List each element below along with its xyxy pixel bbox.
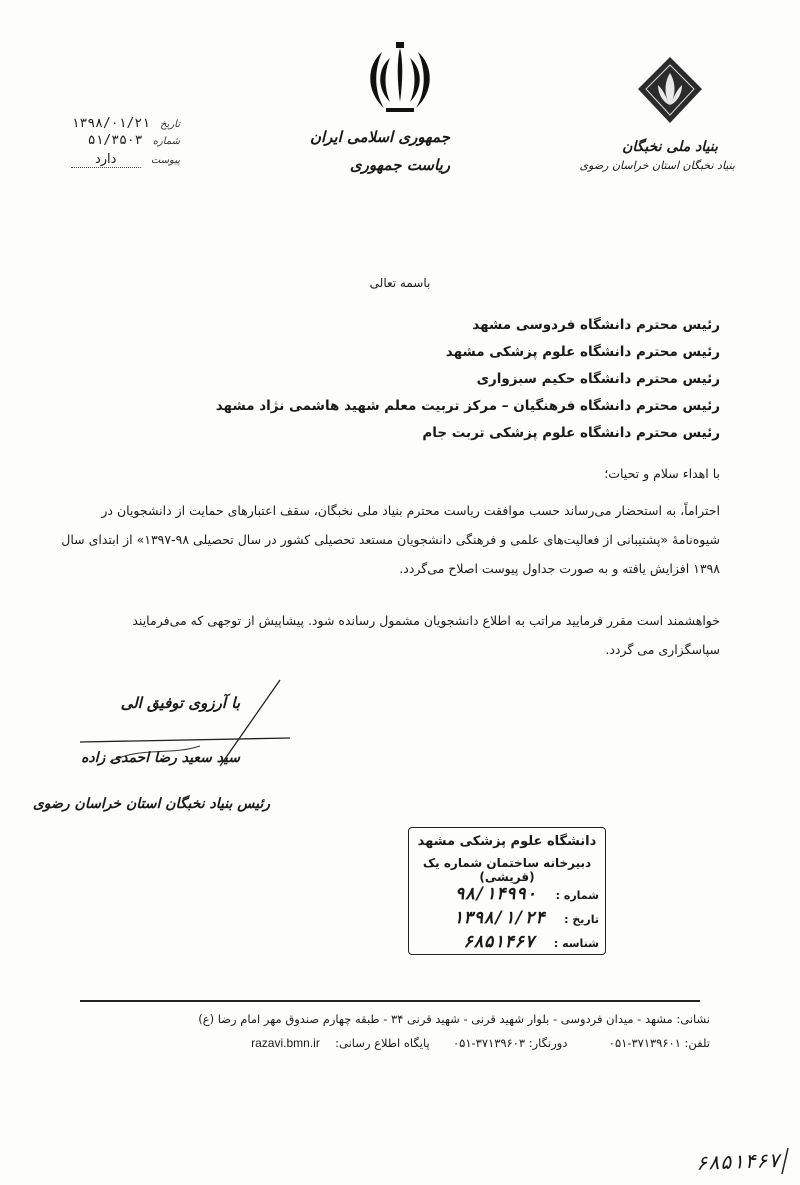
stamp-date-row [415,908,599,928]
closing-line-1: خواهشمند است مقرر فرمایید مراتب به اطلاع دانشجویان مشمول رسانده شود. پیشاپیش از توجهی که می‌فرمایند [132,613,720,628]
signature-name: سید سعید رضا احمدی زاده [81,750,240,766]
addressee-2: رئیس محترم دانشگاه علوم پزشکی مشهد [445,344,720,360]
meta-number-value: ۵۱/۳۵۰۳ [87,133,143,148]
signature-wish: با آرزوی توفیق الی [120,694,240,712]
footer-divider [80,1000,700,1002]
stamp-number-value: ۹۸/۱۴۹۹۰ [454,884,537,904]
addressee-3: رئیس محترم دانشگاه حکیم سبزواری [476,371,720,387]
org-logo-sub: بنیاد نخبگان استان خراسان رضوی [579,159,735,172]
greeting: با اهداء سلام و تحیات؛ [604,466,720,481]
org-logo-name: بنیاد ملی نخبگان [622,139,718,155]
secretariat-stamp [408,827,606,955]
meta-attachment [60,152,180,168]
meta-number [60,133,180,148]
lotus-logo-icon [634,55,706,127]
addressee-4: رئیس محترم دانشگاه فرهنگیان – مرکز تربیت معلم شهید هاشمی نژاد مشهد [215,398,720,414]
closing-paragraph [60,606,720,664]
signature-title: رئیس بنیاد نخبگان استان خراسان رضوی [32,796,270,812]
body-paragraph [60,496,720,583]
handwritten-number: ۶۸۵۱۴۶۷ [695,1147,781,1175]
emblem-icon [360,40,440,118]
footer-fax: دورنگار: ۳۷۱۳۹۶۰۳-۰۵۱ [452,1036,568,1050]
iran-emblem [309,40,450,190]
meta-date-value: ۱۳۹۸/۰۱/۲۱ [71,116,150,131]
stamp-id-label: شناسه : [553,937,599,950]
body-line-1: احتراماً، به استحضار می‌رساند حسب موافقت ریاست محترم بنیاد ملی نخبگان، سقف اعتبارهای حمایت از دانشجویان در [101,503,720,518]
footer-phone: تلفن: ۳۷۱۳۹۶۰۱-۰۵۱ [608,1036,710,1050]
letter-meta [60,116,180,168]
closing-line-2: سپاسگزاری می گردد. [605,642,720,657]
body-line-2: شیوه‌نامهٔ «پشتیبانی از فعالیت‌های علمی و فرهنگی دانشجویان مستعد تحصیلی کشور در سال تحصیلی ۹۸-۱۳۹۷» از ابتدای سال [61,532,720,547]
stamp-number-label: شماره : [555,889,599,902]
stamp-date-label: تاریخ : [564,913,599,926]
meta-number-label: شماره [152,136,180,147]
meta-date-label: تاریخ [160,119,180,130]
meta-attachment-label: پیوست [150,155,180,166]
stamp-number-row [415,884,599,904]
org-logo [579,55,735,195]
invocation: باسمه تعالی [369,276,431,290]
footer-website-label: پایگاه اطلاع رسانی: [335,1036,430,1050]
meta-date [60,116,180,131]
stamp-id-row [415,932,599,952]
body-line-3: ۱۳۹۸ افزایش یافته و به صورت جداول پیوست اصلاح می‌گردد. [399,561,720,576]
emblem-title-1: جمهوری اسلامی ایران [309,128,450,146]
emblem-title-2: ریاست جمهوری [349,156,450,174]
stamp-university: دانشگاه علوم پزشکی مشهد [417,834,597,849]
handwritten-slash [778,1146,792,1176]
meta-attachment-value: دارد [71,152,141,168]
footer-website-link[interactable]: razavi.bmn.ir [251,1036,320,1050]
stamp-id-value: ۶۸۵۱۴۶۷ [463,932,535,952]
stamp-office: دبیرخانه ساختمان شماره یک (قریشی) [422,856,592,884]
stamp-date-value: ۱۳۹۸/۱/۲۴ [452,908,546,928]
footer-contact [150,1036,710,1050]
footer-address: نشانی: مشهد - میدان فردوسی - بلوار شهید قرنی - شهید قرنی ۳۴ - طبقه چهارم صندوق مهر امام رضا (ع) [198,1012,710,1026]
addressee-1: رئیس محترم دانشگاه فردوسی مشهد [472,317,720,333]
addressee-list [200,312,720,447]
addressee-5: رئیس محترم دانشگاه علوم پزشکی تربت جام [422,425,720,441]
